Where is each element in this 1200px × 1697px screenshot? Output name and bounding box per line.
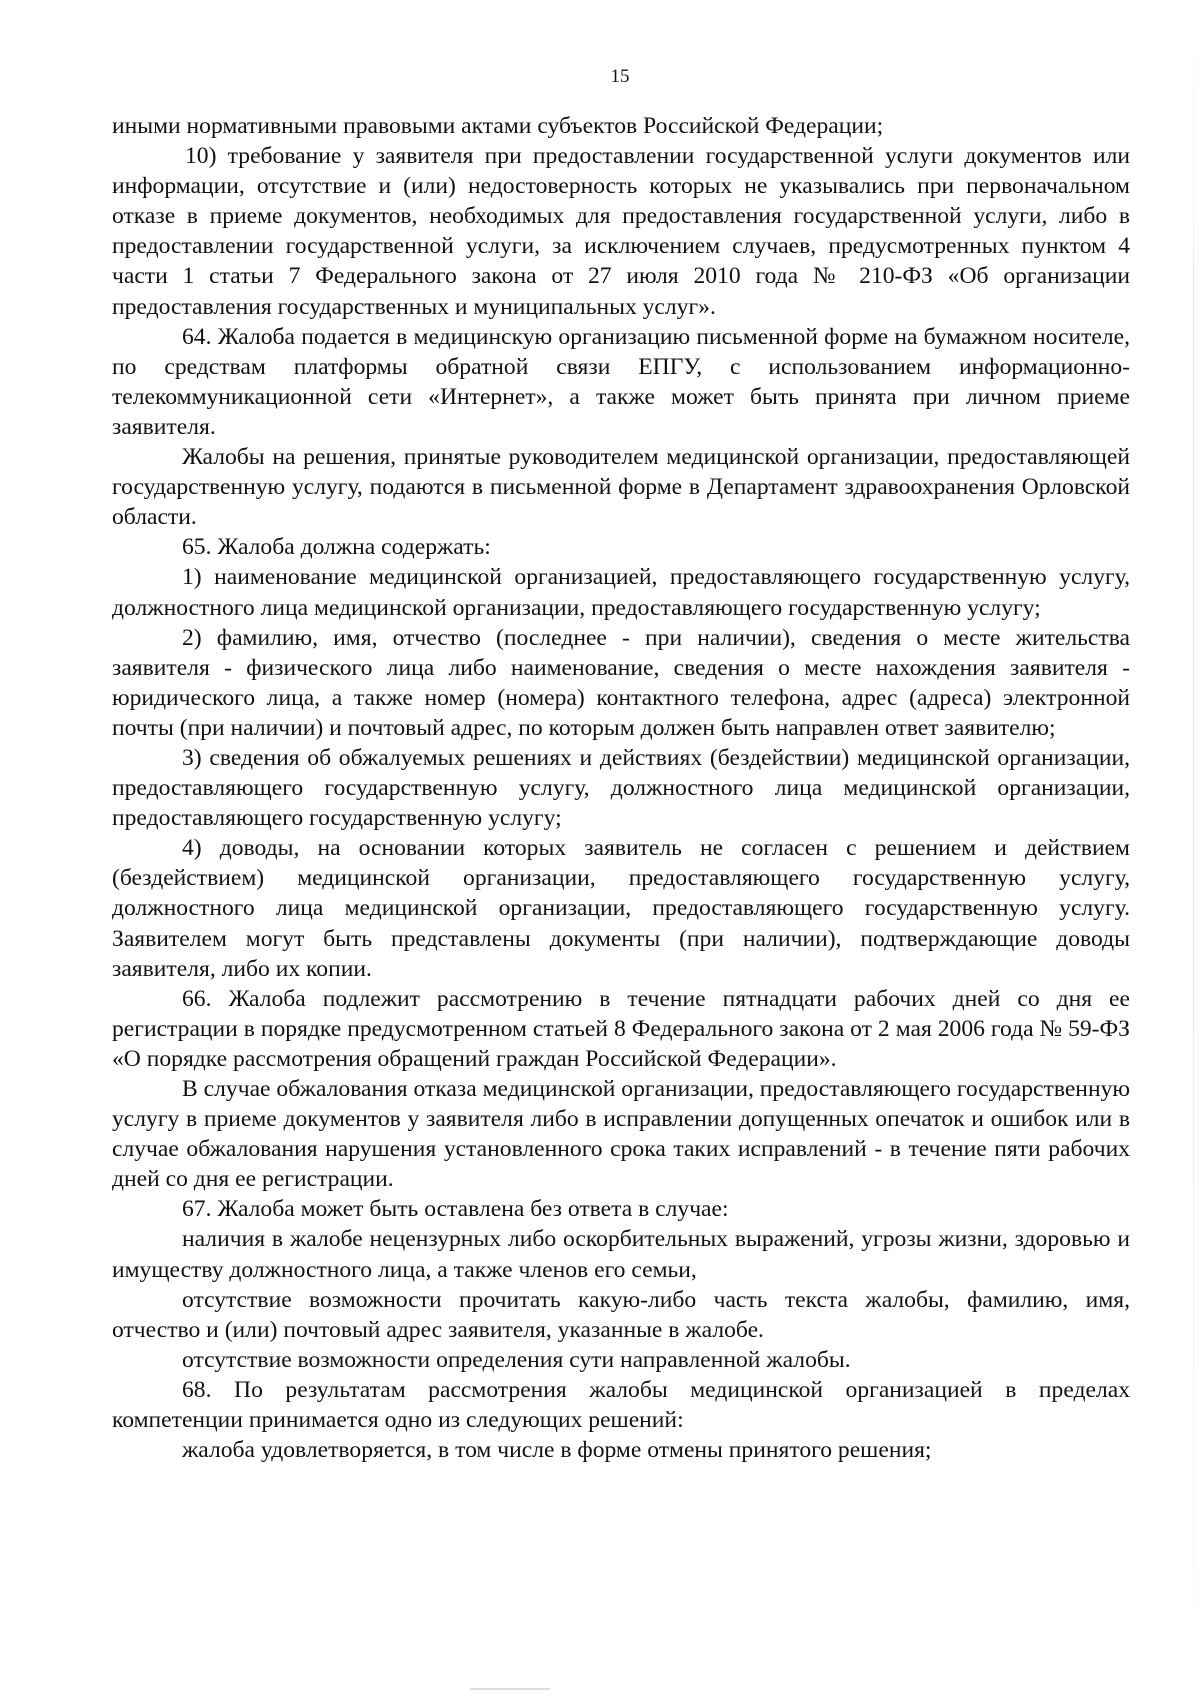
paragraph-67: 67. Жалоба может быть оставлена без ответа в случае: <box>182 1196 729 1223</box>
paragraph-continuation: иными нормативными правовыми актами субъектов Российской Федерации; <box>112 113 884 139</box>
paragraph-65-item-3: 3) сведения об обжалуемых решениях и действиях (бездействии) медицинской организации, предоставляющего государственную услугу, должностного лица медицинской организации, предоставляющего государственную услугу; <box>112 744 1130 832</box>
paragraph-65-item-2: 2) фамилию, имя, отчество (последнее - при наличии), сведения о месте жительства заявителя - физического лица либо наименование, сведения о месте нахождения заявителя - юридического лица, а также номер (номера) контактного телефона, адрес (адреса) электронной почты (при наличии) и почтовый адрес, по которым должен быть направлен ответ заявителю; <box>112 624 1130 741</box>
paragraph-66-appeal-case: В случае обжалования отказа медицинской организации, предоставляющего государственную услугу в приеме документов у заявителя либо в исправлении допущенных опечаток и ошибок или в случае обжалования нарушения установленного срока таких исправлений - в течение пяти рабочих дней со дня ее регистрации. <box>112 1076 1130 1193</box>
page-number: 15 <box>610 66 630 87</box>
scan-edge-line <box>1193 0 1194 1697</box>
paragraph-67-item-obscene: наличия в жалобе нецензурных либо оскорбительных выражений, угрозы жизни, здоровью и имуществу должностного лица, а также членов его семьи, <box>112 1226 1130 1283</box>
document-body <box>112 111 1130 1465</box>
paragraph-64: 64. Жалоба подается в медицинскую организацию письменной форме на бумажном носителе, по средствам платформы обратной связи ЕПГУ, с использованием информационно-телекоммуникационной сети «Интернет», а также может быть принята при личном приеме заявителя. <box>112 323 1130 440</box>
paragraph-68: 68. По результатам рассмотрения жалобы медицинской организацией в пределах компетенции принимается одно из следующих решений: <box>112 1376 1130 1434</box>
paragraph-66: 66. Жалоба подлежит рассмотрению в течение пятнадцати рабочих дней со дня ее регистрации в порядке предусмотренном статьей 8 Федерального закона от 2 мая 2006 года № 59-ФЗ «О порядке рассмотрения обращений граждан Российской Федерации». <box>112 985 1130 1072</box>
paragraph-68-item-satisfied: жалоба удовлетворяется, в том числе в форме отмены принятого решения; <box>182 1437 932 1464</box>
paragraph-67-item-undefined: отсутствие возможности определения сути направленной жалобы. <box>182 1346 851 1373</box>
scan-artifact <box>470 1688 550 1690</box>
paragraph-65-item-1: 1) наименование медицинской организацией, предоставляющего государственную услугу, должностного лица медицинской организации, предоставляющего государственную услугу; <box>112 564 1130 621</box>
paragraph-complaints-department: Жалобы на решения, принятые руководителем медицинской организации, предоставляющей государственную услугу, подаются в письменной форме в Департамент здравоохранения Орловской области. <box>112 444 1130 531</box>
paragraph-67-item-unreadable: отсутствие возможности прочитать какую-либо часть текста жалобы, фамилию, имя, отчество и (или) почтовый адрес заявителя, указанные в жалобе. <box>112 1286 1130 1343</box>
paragraph-65-item-4: 4) доводы, на основании которых заявитель не согласен с решением и действием (бездействием) медицинской организации, предоставляющего государственную услугу, должностного лица медицинской организации, предоставляющего государственную услугу. Заявителем могут быть представлены документы (при наличии), подтверждающие доводы заявителя, либо их копии. <box>112 835 1130 982</box>
paragraph-item-10: 10) требование у заявителя при предоставлении государственной услуги документов или информации, отсутствие и (или) недостоверность которых не указывались при первоначальном отказе в приеме документов, необходимых для предоставления государственной услуги, либо в предоставлении государственной услуги, за исключением случаев, предусмотренных пунктом 4 части 1 статьи 7 Федерального закона от 27 июля 2010 года № 210-ФЗ «Об организации предоставления государственных и муниципальных услуг». <box>112 143 1130 320</box>
paragraph-65: 65. Жалоба должна содержать: <box>182 534 491 561</box>
